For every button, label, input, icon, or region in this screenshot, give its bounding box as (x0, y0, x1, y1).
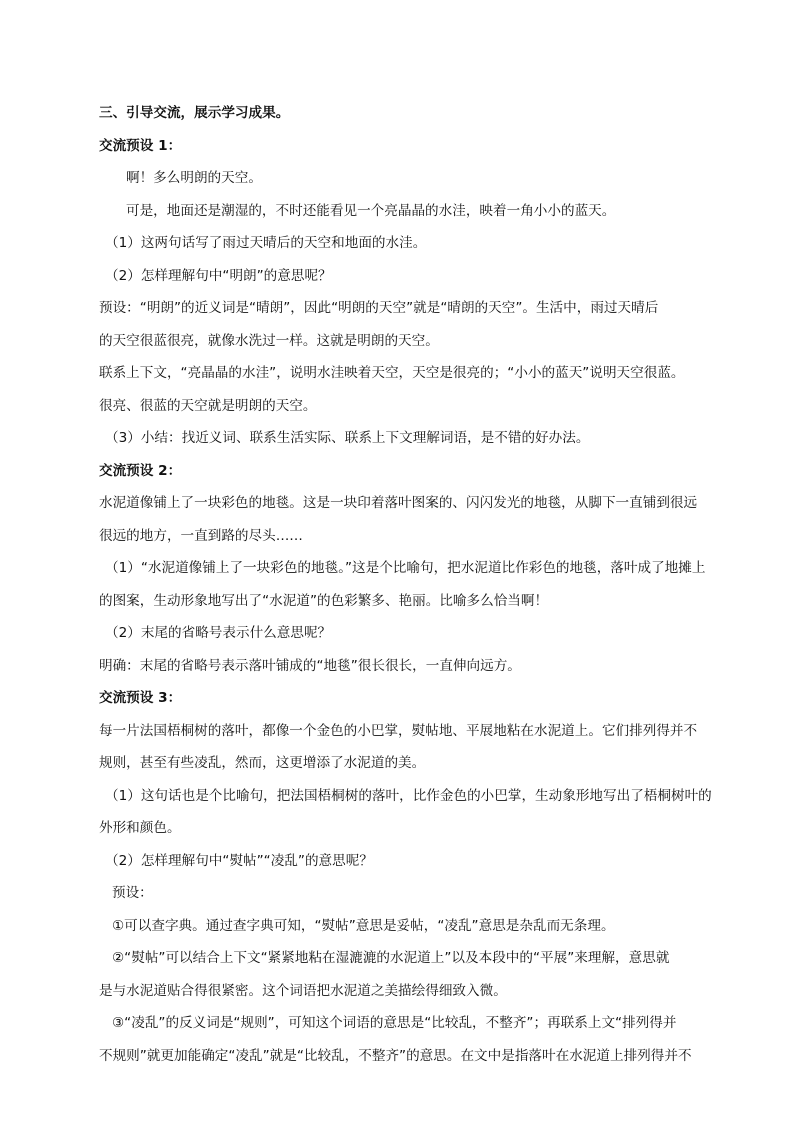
preset-2-quote-line-1: 水泥道像铺上了一块彩色的地毯。这是一块印着落叶图案的、闪闪发光的地毯，从脚下一直铺到很远 (99, 495, 698, 511)
preset-3-item-3-line-2: 不规则”就更加能确定“凌乱”就是“比较乱，不整齐”的意思。在文中是指落叶在水泥道上排列得并不 (99, 1047, 692, 1064)
preset-3-item-2-line-1: ②“熨帖”可以结合上下文“紧紧地粘在湿漉漉的水泥道上”以及本段中的“平展”来理解，意思就 (112, 950, 670, 966)
preset-1-title: 交流预设 1： (99, 137, 182, 154)
preset-1-point-2: （2）怎样理解句中“明朗”的意思呢？ (105, 267, 332, 284)
preset-3-item-1: ①可以查字典。通过查字典可知，“熨帖”意思是妥帖，“凌乱”意思是杂乱而无条理。 (112, 917, 615, 934)
preset-2-point-1-line-2: 的图案，生动形象地写出了“水泥道”的色彩繁多、艳丽。比喻多么恰当啊！ (99, 592, 549, 609)
preset-3-point-1-line-2: 外形和颜色。 (99, 820, 181, 836)
preset-2-title: 交流预设 2： (99, 462, 182, 479)
preset-3-quote-line-1: 每一片法国梧桐树的落叶，都像一个金色的小巴掌，熨帖地、平展地粘在水泥道上。它们排列得并不 (99, 722, 698, 739)
preset-3-quote-line-2: 规则，甚至有些凌乱，然而，这更增添了水泥道的美。 (99, 755, 426, 771)
preset-2-clarification: 明确：末尾的省略号表示落叶铺成的“地毯”很长很长，一直伸向远方。 (99, 657, 521, 674)
preset-3-point-1-line-1: （1）这句话也是个比喻句，把法国梧桐树的落叶，比作金色的小巴掌，生动象形地写出了梧桐树叶的 (105, 787, 712, 804)
preset-1-context-line-2: 很亮、很蓝的天空就是明朗的天空。 (99, 397, 317, 414)
preset-1-context-line-1: 联系上下文，“亮晶晶的水洼”，说明水洼映着天空，天空是很亮的；“小小的蓝天”说明天空很蓝。 (99, 365, 685, 381)
preset-2-point-2: （2）末尾的省略号表示什么意思呢？ (105, 625, 332, 641)
preset-2-point-1-line-1: （1）“水泥道像铺上了一块彩色的地毯。”这是个比喻句，把水泥道比作彩色的地毯，落叶成了地摊上 (105, 560, 706, 576)
document-body (99, 97, 735, 1072)
section-heading: 三、引导交流，展示学习成果。 (99, 105, 290, 121)
preset-1-quote-2: 可是，地面还是潮湿的，不时还能看见一个亮晶晶的水洼，映着一角小小的蓝天。 (126, 202, 616, 219)
preset-1-answer-line-1: 预设：“明朗”的近义词是“晴朗”，因此“明朗的天空”就是“晴朗的天空”。生活中，雨过天晴后 (99, 300, 659, 316)
preset-3-point-2: （2）怎样理解句中“熨帖”“凌乱”的意思呢？ (105, 852, 373, 869)
preset-3-title: 交流预设 3： (99, 690, 182, 706)
preset-2-quote-line-2: 很远的地方，一直到路的尽头…… (99, 527, 303, 544)
preset-1-quote-1: 啊！多么明朗的天空。 (126, 170, 262, 186)
preset-3-preset-label: 预设： (112, 885, 153, 901)
preset-3-item-3-line-1: ③“凌乱”的反义词是“规则”，可知这个词语的意思是“比较乱，不整齐”；再联系上文“排列得并 (112, 1015, 677, 1031)
preset-1-point-1: （1）这两句话写了雨过天晴后的天空和地面的水洼。 (105, 235, 427, 251)
preset-1-answer-line-2: 的天空很蓝很亮，就像水洗过一样。这就是明朗的天空。 (99, 332, 439, 349)
preset-3-item-2-line-2: 是与水泥道贴合得很紧密。这个词语把水泥道之美描绘得细致入微。 (99, 982, 507, 999)
preset-1-summary: （3）小结：找近义词、联系生活实际、联系上下文理解词语，是不错的好办法。 (105, 430, 590, 446)
